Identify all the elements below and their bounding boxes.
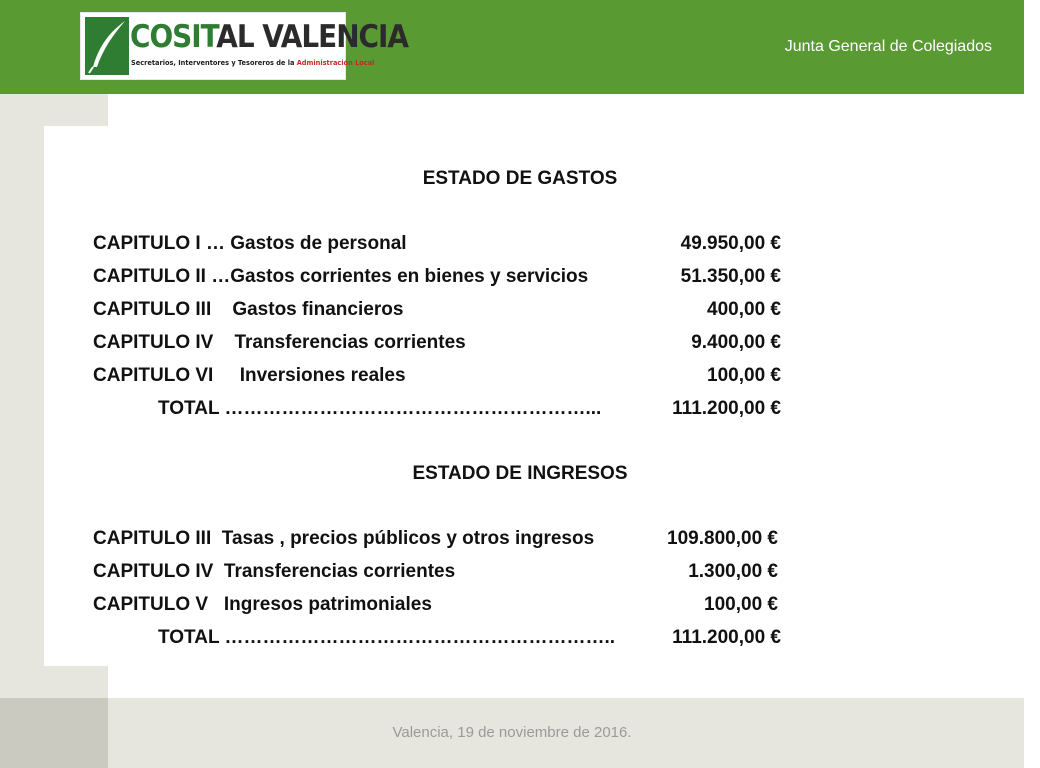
ingresos-heading: ESTADO DE INGRESOS xyxy=(412,463,628,484)
gastos-row-label: CAPITULO VI Inversiones reales xyxy=(93,365,406,386)
header-title: Junta General de Colegiados xyxy=(784,38,992,55)
ingresos-total-label: TOTAL …………………………………………………….. xyxy=(158,627,616,648)
ingresos-total-amount: 111.200,00 € xyxy=(672,627,781,648)
gastos-row-amount: 400,00 € xyxy=(707,299,781,320)
footer-date: Valencia, 19 de noviembre de 2016. xyxy=(392,724,632,741)
logo-subtitle-accent: Administración Local xyxy=(296,59,375,67)
gastos-row-label: CAPITULO II …Gastos corrientes en bienes y servicios xyxy=(93,266,589,287)
gastos-total-label: TOTAL …………………………………………………... xyxy=(158,398,602,419)
ingresos-row-amount: 100,00 € xyxy=(704,594,778,615)
cosital-logo xyxy=(80,12,408,80)
content-area xyxy=(44,126,1024,666)
logo-subtitle-main: Secretarios, Interventores y Tesoreros de la xyxy=(131,59,297,67)
ingresos-row-label: CAPITULO III Tasas , precios públicos y otros ingresos xyxy=(93,528,595,549)
gastos-row-amount: 51.350,00 € xyxy=(680,266,781,287)
gastos-row-amount: 9.400,00 € xyxy=(691,332,781,353)
logo-title-green: COSIT xyxy=(130,19,217,55)
ingresos-row-amount: 109.800,00 € xyxy=(667,528,778,549)
logo-subtitle xyxy=(131,59,375,67)
logo-title-dark: AL VALENCIA xyxy=(216,19,408,55)
logo-title xyxy=(130,19,408,55)
ingresos-row-label: CAPITULO IV Transferencias corrientes xyxy=(93,561,456,582)
gastos-row-label: CAPITULO IV Transferencias corrientes xyxy=(93,332,466,353)
gastos-total-amount: 111.200,00 € xyxy=(672,398,781,419)
ingresos-row-amount: 1.300,00 € xyxy=(688,561,778,582)
ingresos-row-label: CAPITULO V Ingresos patrimoniales xyxy=(93,594,432,615)
gastos-heading: ESTADO DE GASTOS xyxy=(422,168,618,189)
gastos-row-label: CAPITULO I … Gastos de personal xyxy=(93,233,407,254)
gastos-row-amount: 100,00 € xyxy=(707,365,781,386)
gastos-row-amount: 49.950,00 € xyxy=(680,233,781,254)
quill-logo-icon xyxy=(85,17,129,75)
gastos-row-label: CAPITULO III Gastos financieros xyxy=(93,299,404,320)
